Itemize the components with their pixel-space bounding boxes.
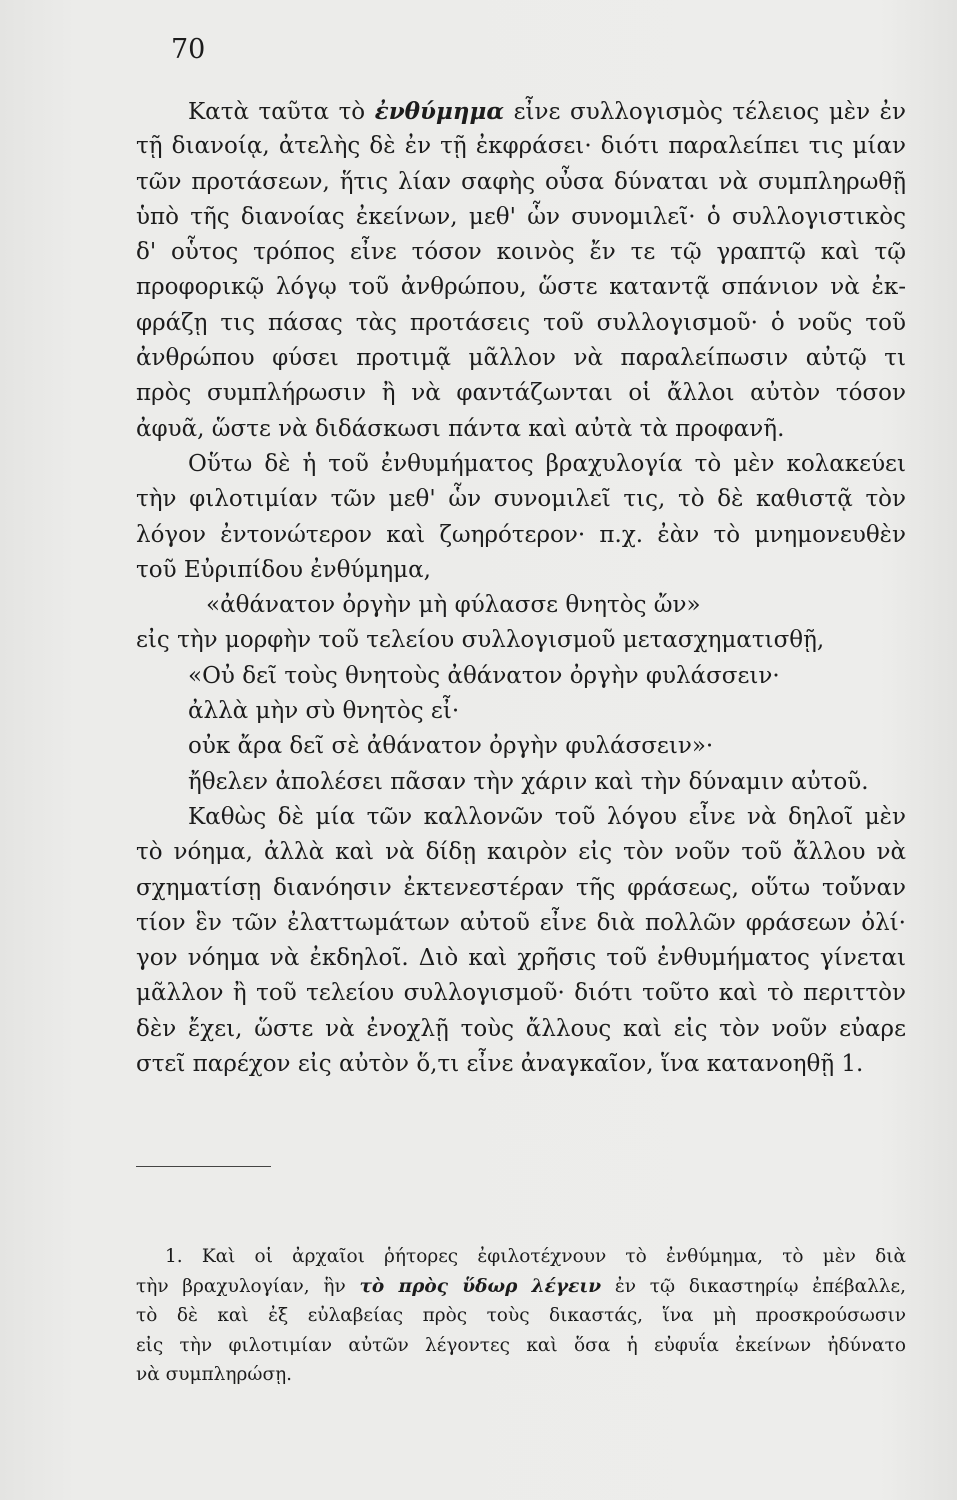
text-line: Οὕτω δὲ ἡ τοῦ ἐνθυμήματος βραχυλογία τὸ μὲν κολακεύει bbox=[188, 450, 906, 477]
quote-line: ἀλλὰ μὴν σὺ θνητὸς εἶ· bbox=[188, 698, 460, 725]
emphasized-term: ἐνθύμημα bbox=[374, 98, 505, 125]
text-line: φράζῃ τις πάσας τὰς προτάσεις τοῦ συλλογισμοῦ· ὁ νοῦς τοῦ bbox=[136, 309, 906, 336]
page-number: 70 bbox=[171, 34, 206, 65]
text-line: μᾶλλον ἢ τοῦ τελείου συλλογισμοῦ· διότι τοῦτο καὶ τὸ περιττὸν bbox=[136, 980, 906, 1007]
text-line: τοῦ Εὐριπίδου ἐνθύμημα, bbox=[136, 556, 431, 583]
footnote-line: 1. Καὶ οἱ ἀρχαῖοι ῥήτορες ἐφιλοτέχνουν τὸ ἐνθύμημα, τὸ μὲν διὰ bbox=[165, 1246, 906, 1267]
footnote-line: εἰς τὴν φιλοτιμίαν αὐτῶν λέγοντες καὶ ὅσα ἡ εὐφυΐα ἐκείνων ἠδύνατο bbox=[136, 1334, 906, 1356]
body-text bbox=[136, 94, 906, 1082]
footnote-line bbox=[136, 1272, 906, 1302]
emphasized-phrase: τὸ πρὸς ὕδωρ λέγειν bbox=[359, 1275, 602, 1297]
footnote-line-start: τὴν βραχυλογίαν, ἣν bbox=[136, 1275, 360, 1297]
footnote-divider bbox=[136, 1166, 271, 1167]
text-line: Καθὼς δὲ μία τῶν καλλονῶν τοῦ λόγου εἶνε νὰ δηλοῖ μὲν bbox=[188, 803, 906, 830]
text-line: ἀνθρώπου φύσει προτιμᾷ μᾶλλον νὰ παραλείπωσιν αὐτῷ τι bbox=[136, 345, 906, 372]
text-line: γον νόημα νὰ ἐκδηλοῖ. Διὸ καὶ χρῆσις τοῦ ἐνθυμήματος γίνεται bbox=[136, 945, 906, 972]
footnote-line: νὰ συμπληρώσῃ. bbox=[136, 1364, 293, 1385]
text-line bbox=[136, 94, 906, 129]
text-line: δ' οὗτος τρόπος εἶνε τόσον κοινὸς ἔν τε τῷ γραπτῷ καὶ τῷ bbox=[136, 239, 906, 266]
text-line-end: εἶνε συλλογισμὸς τέλειος μὲν ἐν bbox=[504, 99, 906, 125]
quote-line: «ἀθάνατον ὀργὴν μὴ φύλασσε θνητὸς ὤν» bbox=[206, 592, 701, 619]
text-line: προφορικῷ λόγῳ τοῦ ἀνθρώπου, ὥστε καταντᾷ σπάνιον νὰ ἐκ- bbox=[136, 274, 906, 301]
text-line: δὲν ἔχει, ὥστε νὰ ἐνοχλῇ τοὺς ἄλλους καὶ εἰς τὸν νοῦν εὐαρε bbox=[136, 1015, 906, 1042]
quote-line: «Οὐ δεῖ τοὺς θνητοὺς ἀθάνατον ὀργὴν φυλάσσειν· bbox=[188, 662, 780, 689]
text-line: σχηματίσῃ διανόησιν ἐκτενεστέραν τῆς φράσεως, οὕτω τοὔναν bbox=[136, 874, 906, 901]
quote-line: οὐκ ἄρα δεῖ σὲ ἀθάνατον ὀργὴν φυλάσσειν»· bbox=[188, 733, 714, 760]
text-line: πρὸς συμπλήρωσιν ἢ νὰ φαντάζωνται οἱ ἄλλοι αὐτὸν τόσον bbox=[136, 380, 906, 407]
text-line: στεῖ παρέχον εἰς αὐτὸν ὅ,τι εἶνε ἀναγκαῖον, ἵνα κατανοηθῇ 1. bbox=[136, 1051, 864, 1078]
text-line: τὸ νόημα, ἀλλὰ καὶ νὰ δίδῃ καιρὸν εἰς τὸν νοῦν τοῦ ἄλλου νὰ bbox=[136, 839, 906, 866]
text-line: εἰς τὴν μορφὴν τοῦ τελείου συλλογισμοῦ μετασχηματισθῇ, bbox=[136, 627, 825, 654]
footnote-line: τὸ δὲ καὶ ἐξ εὐλαβείας πρὸς τοὺς δικαστάς, ἵνα μὴ προσκρούσωσιν bbox=[136, 1305, 906, 1326]
text-line: τῇ διανοίᾳ, ἀτελὴς δὲ ἐν τῇ ἐκφράσει· διότι παραλείπει τις μίαν bbox=[136, 133, 906, 160]
text-line-start: Κατὰ ταῦτα τὸ bbox=[188, 99, 375, 125]
text-line: ἀφυᾶ, ὥστε νὰ διδάσκωσι πάντα καὶ αὐτὰ τὰ προφανῆ. bbox=[136, 415, 785, 442]
footnote-line-end: ἐν τῷ δικαστηρίῳ ἐπέβαλλε, bbox=[601, 1275, 906, 1297]
text-line: τῶν προτάσεων, ἥτις λίαν σαφὴς οὖσα δύναται νὰ συμπληρωθῇ bbox=[136, 168, 906, 195]
footnote bbox=[136, 1242, 906, 1390]
text-line: ἤθελεν ἀπολέσει πᾶσαν τὴν χάριν καὶ τὴν δύναμιν αὐτοῦ. bbox=[188, 768, 869, 795]
text-line: λόγον ἐντονώτερον καὶ ζωηρότερον· π.χ. ἐὰν τὸ μνημονευθὲν bbox=[136, 521, 906, 548]
text-line: ὑπὸ τῆς διανοίας ἐκείνων, μεθ' ὧν συνομιλεῖ· ὁ συλλογιστικὸς bbox=[136, 203, 906, 230]
text-line: τίον ἓν τῶν ἐλαττωμάτων αὐτοῦ εἶνε διὰ πολλῶν φράσεων ὀλί· bbox=[136, 909, 906, 936]
text-line: τὴν φιλοτιμίαν τῶν μεθ' ὧν συνομιλεῖ τις, τὸ δὲ καθιστᾷ τὸν bbox=[136, 486, 906, 513]
